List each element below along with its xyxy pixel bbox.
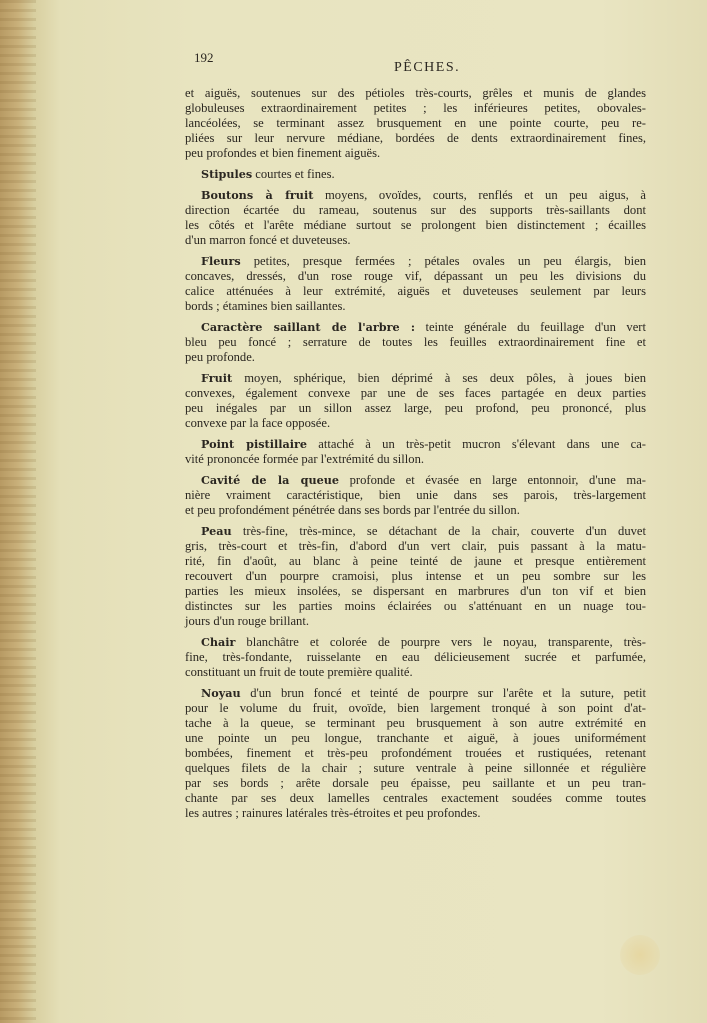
- line-text: moyen, sphérique, bien déprimé à ses deux pôles, à joues bien: [232, 371, 646, 385]
- line-text: peu profondes et bien finement aiguës.: [185, 146, 381, 160]
- line-text: très-fine, très-mince, se détachant de la chair, couverte d'un duvet: [231, 524, 646, 538]
- line-text: calice atténuées à leur extrémité, aiguës et duveteuses seulement par leurs: [185, 284, 646, 298]
- text-line: [185, 146, 646, 161]
- paragraph: [185, 167, 646, 182]
- page-number: 192: [194, 50, 214, 65]
- text-line: [185, 299, 646, 314]
- text-line: [185, 554, 646, 569]
- text-line: [185, 335, 646, 350]
- line-text: les autres ; rainures latérales très-étroites et peu profondes.: [185, 806, 481, 820]
- line-text: parties les mieux insolées, se dispersant en marbrures d'un ton vif et bien: [185, 584, 646, 598]
- line-text: bleu peu foncé ; serrature de toutes les feuilles extraordinairement fine et: [185, 335, 646, 349]
- text-line: [185, 437, 646, 452]
- text-line: [185, 320, 646, 335]
- text-line: [185, 254, 646, 269]
- text-line: [185, 716, 646, 731]
- line-text: lancéolées, se terminant assez brusquement en une pointe courte, peu re-: [185, 116, 646, 130]
- line-text: peu inégales par un sillon assez large, peu profond, peu prononcé, plus: [185, 401, 646, 415]
- paragraph-lead-term: Chair: [201, 635, 236, 649]
- line-text: fine, très-fondante, ruisselante en eau délicieusement sucrée et parfumée,: [185, 650, 646, 664]
- text-line: [185, 233, 646, 248]
- line-text: distinctes sur les parties moins éclairées ou s'atténuant en un nuage tou-: [185, 599, 646, 613]
- text-line: [185, 599, 646, 614]
- text-line: [185, 203, 646, 218]
- line-text: convexe par la face opposée.: [185, 416, 331, 430]
- line-text: pour le volume du fruit, ovoïde, bien largement tronqué à son point d'at-: [185, 701, 646, 715]
- line-text: une pointe un peu longue, tranchante et aiguë, à joues uniformément: [185, 731, 646, 745]
- paragraph: [185, 188, 646, 248]
- text-line: [185, 635, 646, 650]
- line-text: vité prononcée formée par l'extrémité du sillon.: [185, 452, 425, 466]
- line-text: teinte générale du feuillage d'un vert: [414, 320, 646, 334]
- text-line: [185, 686, 646, 701]
- text-line: [185, 371, 646, 386]
- line-text: et peu profondément pénétrée dans ses bords par l'entrée du sillon.: [185, 503, 520, 517]
- line-text: moyens, ovoïdes, courts, renflés et un peu aigus, à: [313, 188, 646, 202]
- line-text: convexes, également convexe par une de ses faces partagée en deux parties: [185, 386, 646, 400]
- line-text: gris, très-court et très-fin, d'abord d'un vert clair, puis passant à la matu-: [185, 539, 646, 553]
- text-line: [185, 731, 646, 746]
- line-text: recouvert d'un pourpre cramoisi, plus intense et un peu sombre sur les: [185, 569, 646, 583]
- text-line: [185, 539, 646, 554]
- text-line: [185, 131, 646, 146]
- line-text: petites, presque fermées ; pétales ovales un peu élargis, bien: [240, 254, 646, 268]
- text-line: [185, 569, 646, 584]
- text-line: [185, 614, 646, 629]
- line-text: jours d'un rouge brillant.: [185, 614, 309, 628]
- text-line: [185, 452, 646, 467]
- text-line: [185, 473, 646, 488]
- paragraph: [185, 254, 646, 314]
- line-text: peu profonde.: [185, 350, 255, 364]
- text-line: [185, 791, 646, 806]
- text-line: [185, 416, 646, 431]
- line-text: attaché à un très-petit mucron s'élevant dans une ca-: [306, 437, 646, 451]
- line-text: constituant un fruit de toute première qualité.: [185, 665, 413, 679]
- text-line: [185, 167, 646, 182]
- line-text: rité, fin d'août, au blanc à peine teinté de jaune et presque entièrement: [185, 554, 646, 568]
- line-text: d'un marron foncé et duveteuses.: [185, 233, 351, 247]
- paragraph-lead-term: Cavité de la queue: [201, 473, 339, 487]
- text-line: [185, 401, 646, 416]
- text-line: [185, 269, 646, 284]
- line-text: globuleuses extraordinairement petites ; les inférieures petites, obovales-: [185, 101, 646, 115]
- text-line: [185, 746, 646, 761]
- paragraph-lead-term: Stipules: [201, 167, 253, 181]
- text-line: [185, 86, 646, 101]
- paragraph: [185, 473, 646, 518]
- text-line: [185, 284, 646, 299]
- line-text: bombées, finement et très-peu profondément trouées et rustiquées, retenant: [185, 746, 646, 760]
- paragraph-lead-term: Peau: [201, 524, 232, 538]
- text-line: [185, 524, 646, 539]
- text-line: [185, 701, 646, 716]
- paragraph-lead-term: Fruit: [201, 371, 233, 385]
- paragraph-lead-term: Noyau: [201, 686, 241, 700]
- line-text: blanchâtre et colorée de pourpre vers le noyau, transparente, très-: [235, 635, 646, 649]
- line-text: d'un brun foncé et teinté de pourpre sur l'arête et la suture, petit: [240, 686, 646, 700]
- line-text: direction écartée du rameau, soutenus sur des supports très-saillants dont: [185, 203, 646, 217]
- paragraph: [185, 686, 646, 821]
- text-line: [185, 761, 646, 776]
- paragraph: [185, 371, 646, 431]
- text-line: [185, 188, 646, 203]
- paragraph-lead-term: Point pistillaire: [201, 437, 307, 451]
- line-text: quelques filets de la chair ; suture ventrale à peine sillonnée et régulière: [185, 761, 646, 775]
- line-text: par ses bords ; arête dorsale peu épaisse, peu saillante et un peu tran-: [185, 776, 646, 790]
- paragraph-lead-term: Boutons à fruit: [201, 188, 314, 202]
- paragraph: [185, 437, 646, 467]
- line-text: pliées sur leur nervure médiane, bordées de dents extraordinairement fines,: [185, 131, 646, 145]
- text-line: [185, 386, 646, 401]
- paragraph: [185, 524, 646, 629]
- paragraph: [185, 635, 646, 680]
- paragraph: [185, 86, 646, 161]
- text-line: [185, 665, 646, 680]
- text-line: [185, 776, 646, 791]
- paper-stain: [620, 935, 660, 975]
- text-line: [185, 806, 646, 821]
- paragraph-lead-term: Caractère saillant de l'arbre :: [201, 320, 415, 334]
- line-text: bords ; étamines bien saillantes.: [185, 299, 346, 313]
- line-text: courtes et fines.: [252, 167, 335, 181]
- page-body: [185, 86, 646, 827]
- text-line: [185, 584, 646, 599]
- line-text: et aiguës, soutenues sur des pétioles très-courts, grêles et munis de glandes: [185, 86, 646, 100]
- text-line: [185, 488, 646, 503]
- text-line: [185, 116, 646, 131]
- text-line: [185, 218, 646, 233]
- text-line: [185, 650, 646, 665]
- line-text: chante par ses deux lamelles centrales exactement soudées comme toutes: [185, 791, 646, 805]
- line-text: tache à la queue, se terminant peu brusquement à son autre extrémité en: [185, 716, 646, 730]
- book-spine-edge: [0, 0, 36, 1023]
- line-text: nière vraiment caractéristique, bien unie dans ses parois, très-largement: [185, 488, 646, 502]
- line-text: les côtés et l'arête médiane surtout se prolongent bien distinctement ; écailles: [185, 218, 646, 232]
- line-text: concaves, dressés, d'un rose rouge vif, dépassant un peu les divisions du: [185, 269, 646, 283]
- text-line: [185, 503, 646, 518]
- line-text: profonde et évasée en large entonnoir, d'une ma-: [339, 473, 646, 487]
- text-line: [185, 101, 646, 116]
- paragraph: [185, 320, 646, 365]
- text-line: [185, 350, 646, 365]
- running-title: PÊCHES.: [394, 60, 461, 75]
- paragraph-lead-term: Fleurs: [201, 254, 241, 268]
